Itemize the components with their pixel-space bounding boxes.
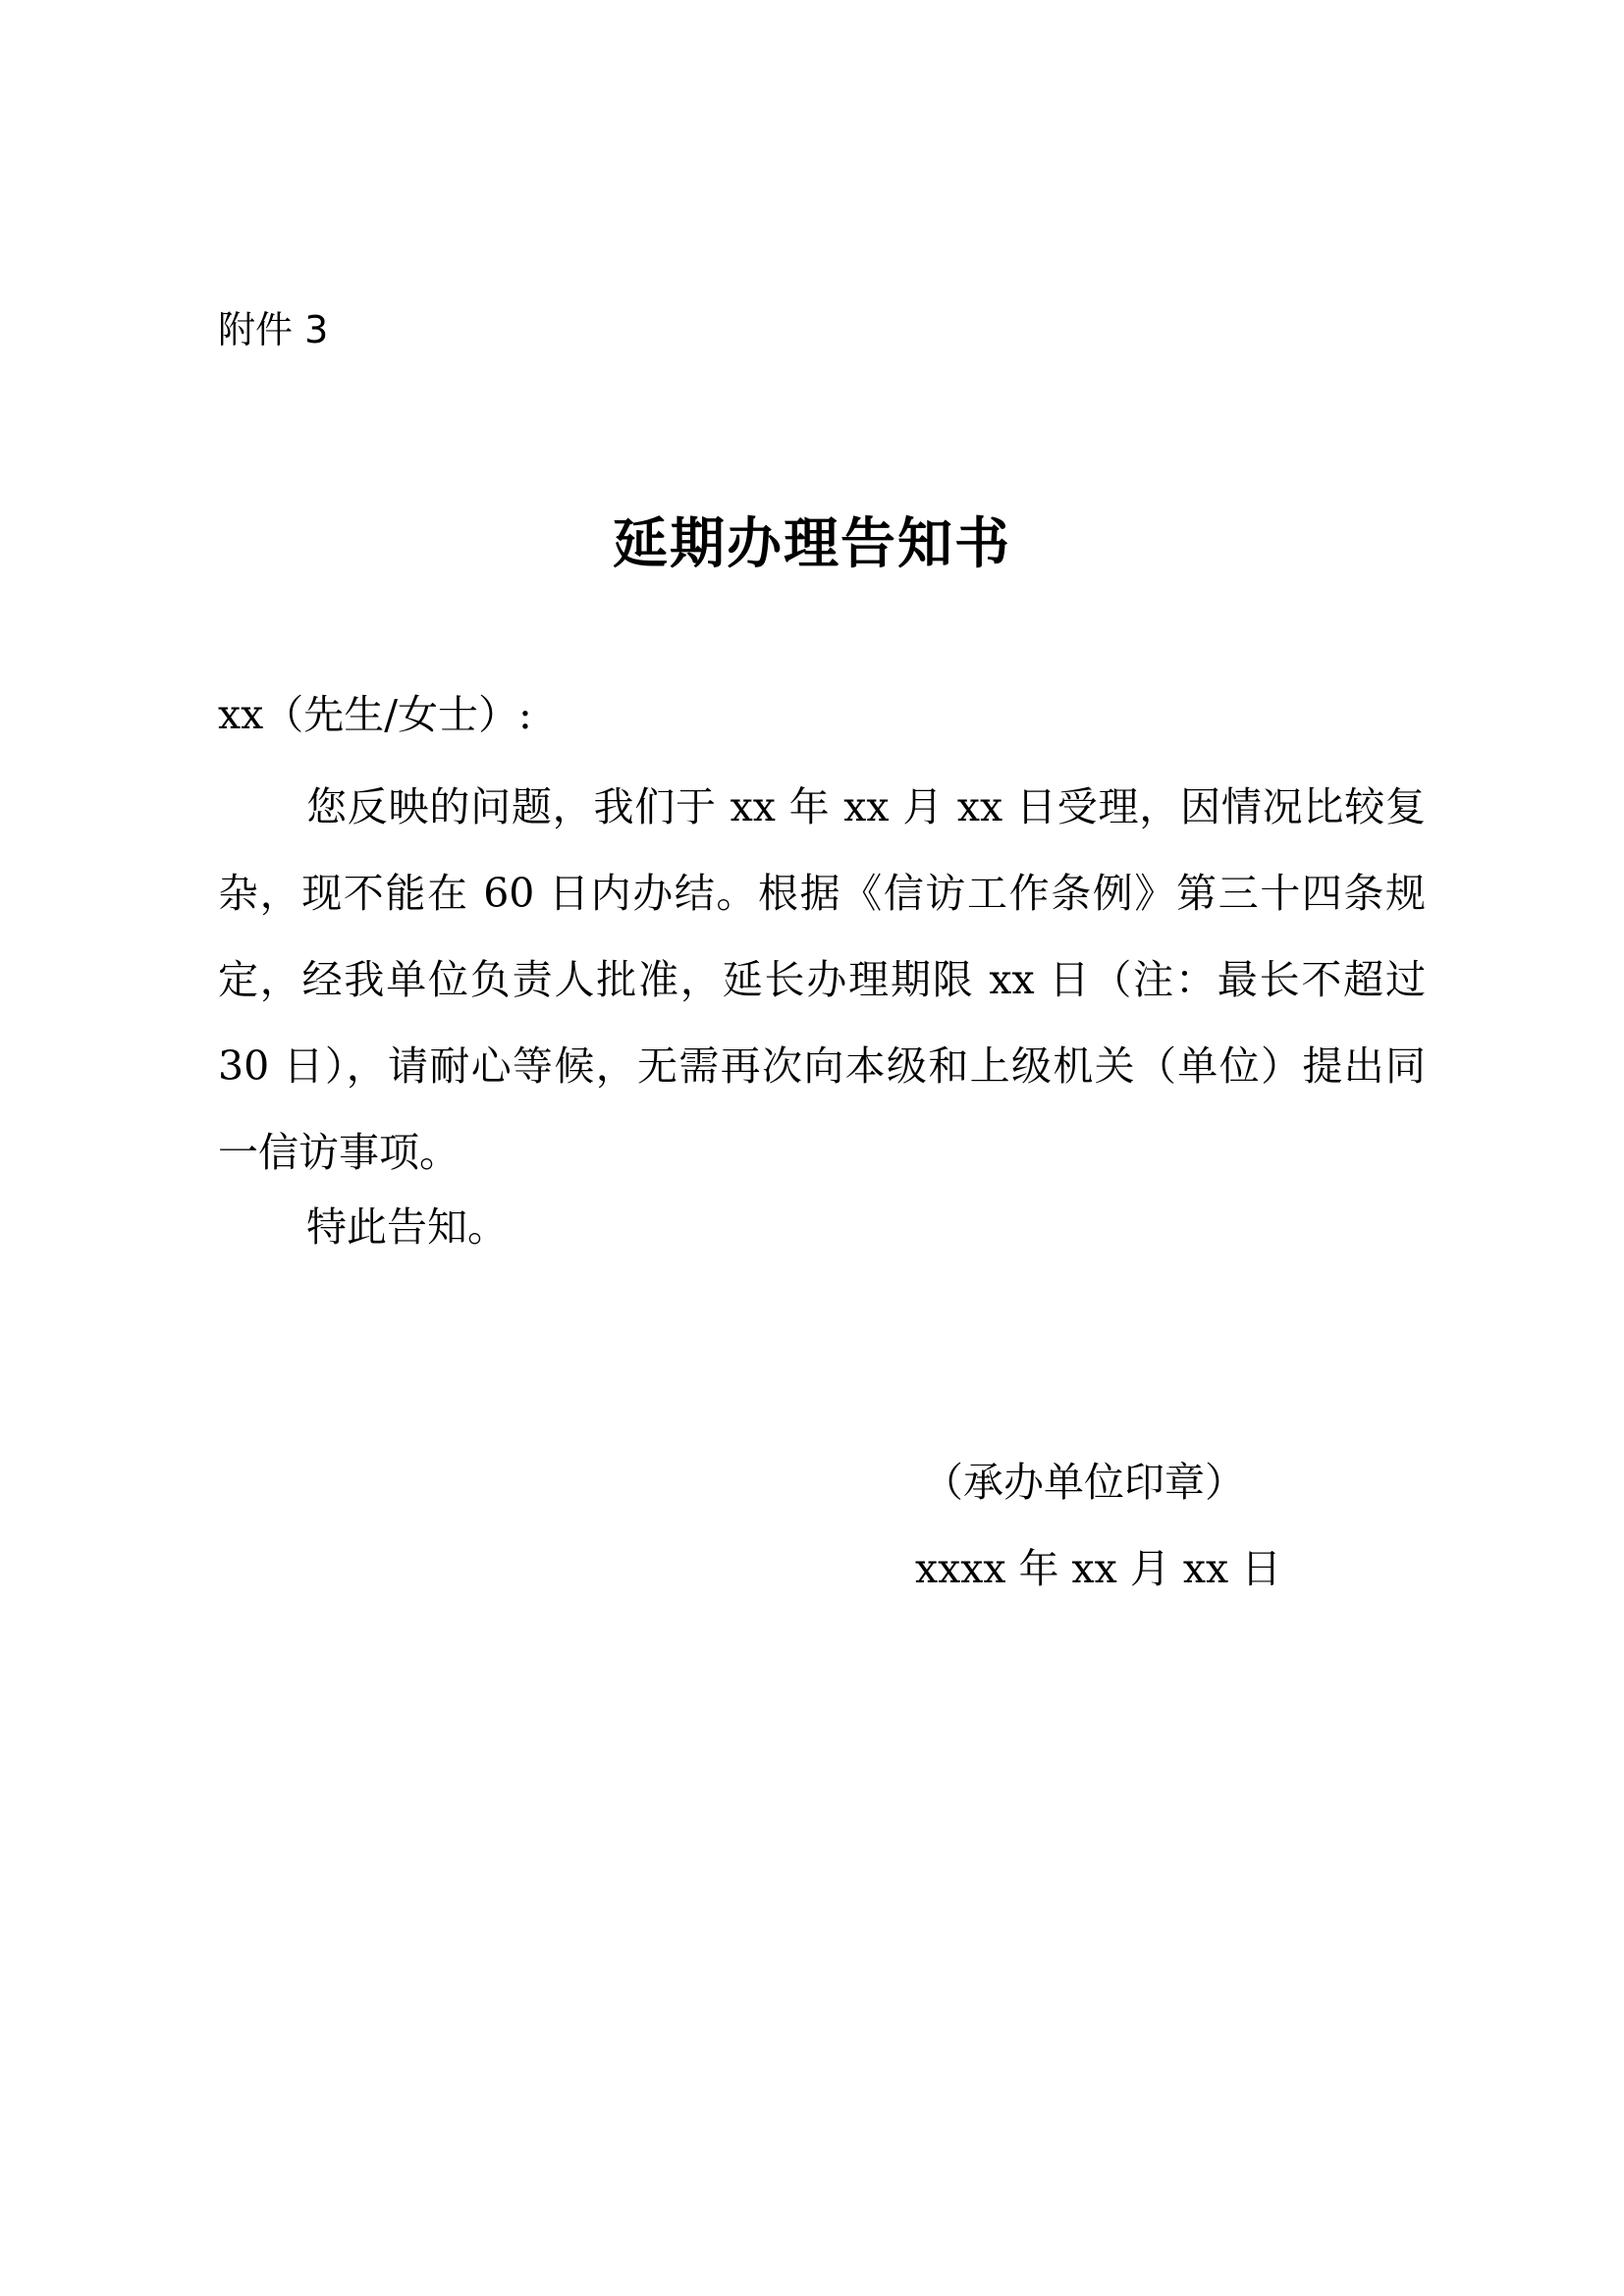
salutation: xx（先生/女士）: <box>218 691 532 738</box>
body-paragraph: 您反映的问题，我们于 xx 年 xx 月 xx 日受理，因情况比较复杂，现不能在 60 日内办结。根据《信访工作条例》第三十四条规定，经我单位负责人批准，延长办理期限 xx 日（注：最长不超过 30 日），请耐心等候，无需再次向本级和上级机关（单位）提出同一信访事项。 <box>218 783 1426 1176</box>
seal-note: （承办单位印章） <box>923 1459 1245 1506</box>
document-title: 延期办理告知书 <box>613 512 1011 576</box>
attachment-label: 附件 3 <box>218 308 329 351</box>
signature-date: xxxx 年 xx 月 xx 日 <box>915 1545 1282 1592</box>
closing-line: 特此告知。 <box>306 1203 508 1251</box>
